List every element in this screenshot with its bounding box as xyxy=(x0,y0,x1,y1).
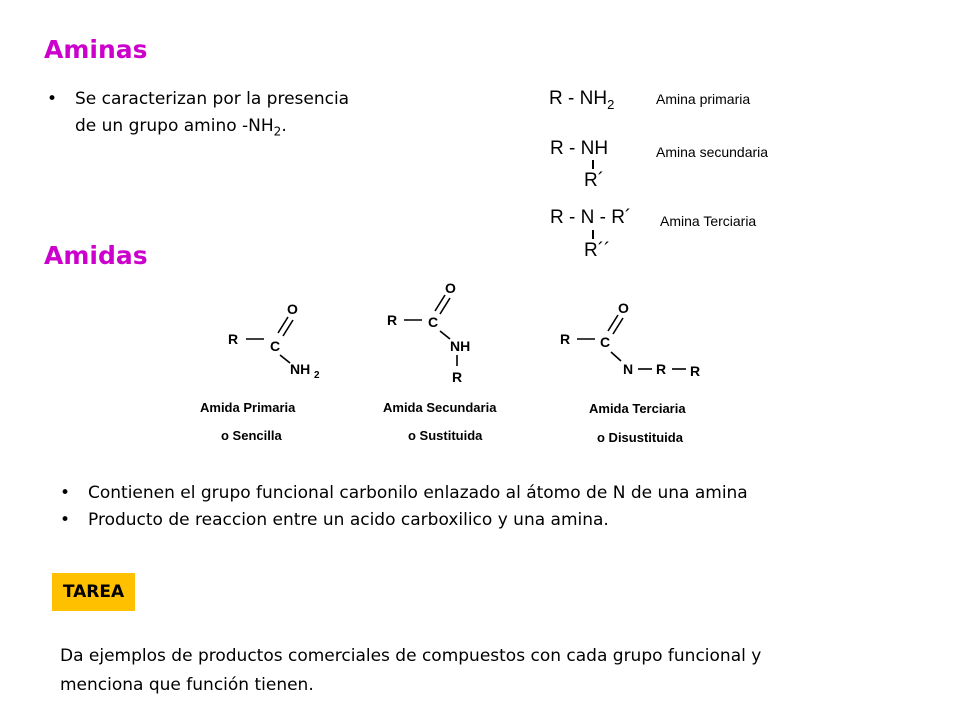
amide-bullet-2 xyxy=(60,507,609,534)
atom-r: R xyxy=(387,312,398,328)
amide-bullet-1 xyxy=(60,480,748,507)
amine-primary-label: Amina primaria xyxy=(656,91,751,107)
amide-tertiary-label-1: Amida Terciaria xyxy=(589,401,686,416)
amine-tertiary-formula: R - N - R´ xyxy=(550,207,632,228)
bond xyxy=(440,331,450,339)
amine-secondary-r: R´ xyxy=(584,170,605,191)
amide-tertiary-structure xyxy=(560,300,700,379)
task-text xyxy=(60,642,761,700)
amide-primary-label-1: Amida Primaria xyxy=(200,400,296,415)
amide-bullet-2-text: Producto de reaccion entre un acido carboxilico y una amina. xyxy=(88,510,609,530)
bullet-dot: • xyxy=(47,89,58,109)
atom-c: C xyxy=(428,314,439,330)
atom-o: O xyxy=(445,280,456,296)
amide-secondary-label-1: Amida Secundaria xyxy=(383,400,497,415)
task-line-1: Da ejemplos de productos comerciales de compuestos con cada grupo funcional y xyxy=(60,646,762,666)
amide-secondary-label-2: o Sustituida xyxy=(408,428,483,443)
aminas-bullet-line2-sub: 2 xyxy=(273,124,282,139)
bullet-dot: • xyxy=(60,483,71,503)
aminas-bullet xyxy=(47,86,349,145)
bond xyxy=(611,352,621,361)
atom-o: O xyxy=(618,300,629,316)
atom-nh2: NH xyxy=(290,361,311,377)
amide-tertiary-label-2: o Disustituida xyxy=(597,430,683,445)
atom-r: R xyxy=(228,331,239,347)
bullet-dot: • xyxy=(60,510,71,530)
atom-r: R xyxy=(560,331,571,347)
task-line-2: menciona que función tienen. xyxy=(60,675,314,695)
atom-n: N xyxy=(623,361,634,377)
aminas-bullet-line2-suffix: . xyxy=(281,116,287,136)
amidas-title: Amidas xyxy=(44,241,148,270)
aminas-bullet-line1: Se caracterizan por la presencia xyxy=(75,89,350,109)
amide-structures xyxy=(190,275,730,450)
atom-sub2: 2 xyxy=(314,370,320,381)
atom-nh: NH xyxy=(450,338,471,354)
amide-primary-label-2: o Sencilla xyxy=(221,428,282,443)
atom-o: O xyxy=(287,301,298,317)
amide-secondary-structure xyxy=(387,280,470,385)
amine-tertiary-bond xyxy=(592,230,594,239)
amine-tertiary-label: Amina Terciaria xyxy=(660,213,757,229)
atom-r: R xyxy=(690,363,701,379)
aminas-bullet-line2-prefix: de un grupo amino -NH xyxy=(75,116,274,136)
amine-tertiary-r: R´´ xyxy=(584,240,611,261)
amide-primary-structure xyxy=(228,301,320,381)
aminas-bullet-line2 xyxy=(75,113,349,145)
tarea-badge: TAREA xyxy=(52,573,135,611)
atom-c: C xyxy=(600,334,611,350)
atom-r: R xyxy=(452,369,463,385)
bond xyxy=(280,355,290,363)
atom-r: R xyxy=(656,361,667,377)
aminas-title: Aminas xyxy=(44,35,148,64)
amine-secondary-bond xyxy=(592,160,594,169)
amine-primary-formula: R - $NH_2$ xyxy=(549,88,615,112)
atom-c: C xyxy=(270,338,281,354)
amide-bullet-1-text: Contienen el grupo funcional carbonilo enlazado al átomo de N de una amina xyxy=(88,483,748,503)
amine-secondary-formula: R - NH xyxy=(550,138,609,159)
amine-secondary-label: Amina secundaria xyxy=(656,144,769,160)
